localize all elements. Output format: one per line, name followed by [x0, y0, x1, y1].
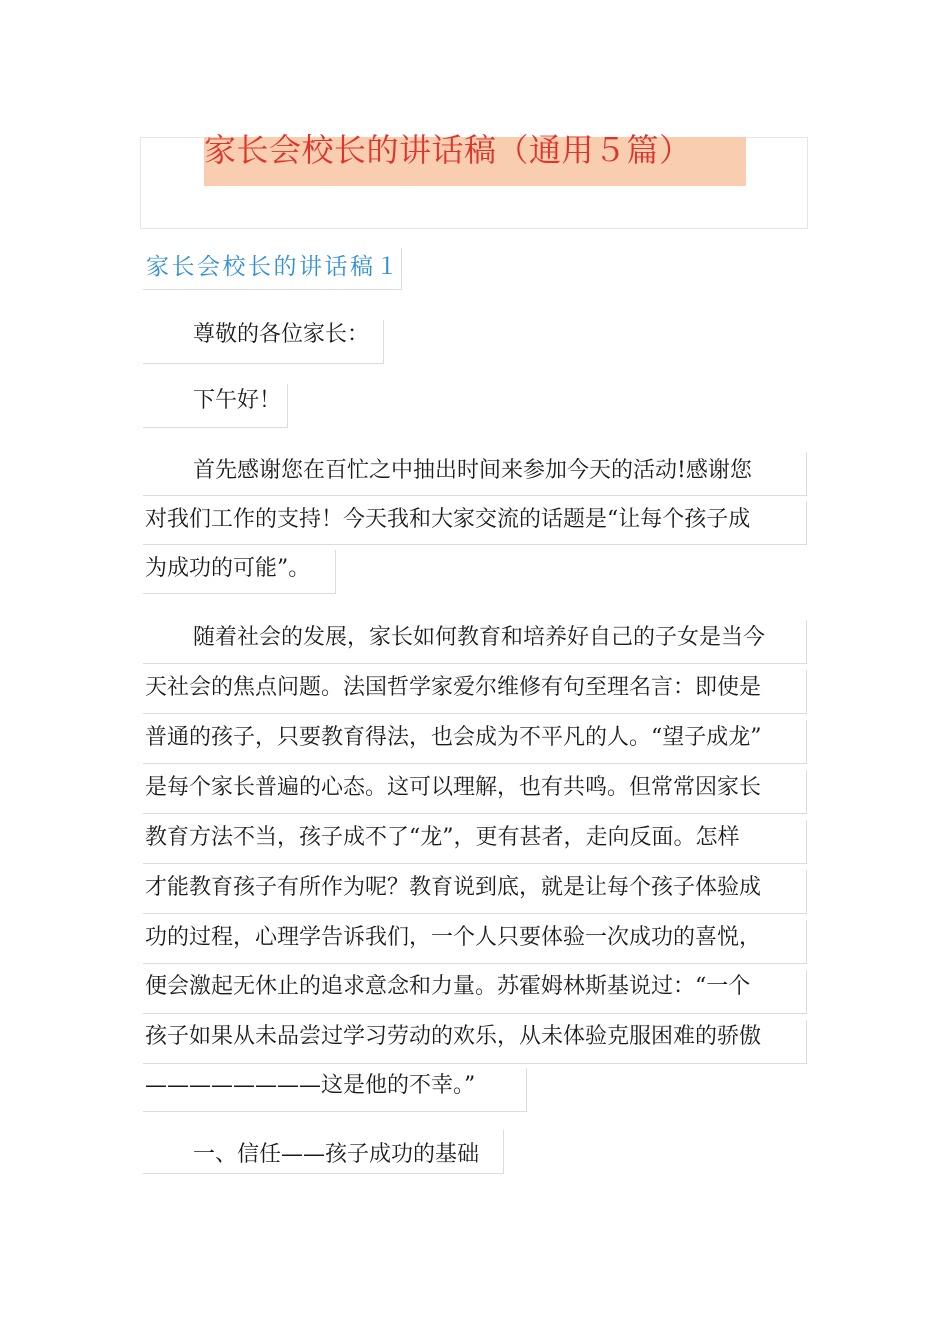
paragraph-line: 随着社会的发展，家长如何教育和培养好自己的子女是当今 — [193, 625, 766, 650]
paragraph-line: 才能教育孩子有所作为呢？教育说到底，就是让每个孩子体验成 — [145, 875, 762, 900]
section-heading: 家长会校长的讲话稿１ — [146, 254, 401, 280]
paragraph-line: 普通的孩子，只要教育得法，也会成为不平凡的人。“望子成龙” — [145, 725, 762, 750]
paragraph-line: ————————这是他的不幸。” — [145, 1073, 476, 1098]
paragraph-line: 是每个家长普遍的心态。这可以理解，也有共鸣。但常常因家长 — [145, 775, 762, 800]
greeting: 下午好！ — [193, 388, 282, 413]
paragraph-line: 首先感谢您在百忙之中抽出时间来参加今天的活动!感谢您 — [193, 458, 752, 483]
paragraph-line: 教育方法不当，孩子成不了“龙”，更有甚者，走向反面。怎样 — [145, 825, 740, 850]
paragraph-line: 便会激起无休止的追求意念和力量。苏霍姆林斯基说过：“一个 — [145, 974, 751, 999]
paragraph-line: 功的过程，心理学告诉我们，一个人只要体验一次成功的喜悦， — [145, 925, 762, 950]
paragraph-line: 对我们工作的支持！今天我和大家交流的话题是“让每个孩子成 — [145, 507, 751, 532]
document-title: 家长会校长的讲话稿（通用５篇） — [204, 131, 692, 169]
paragraph-line: 孩子如果从未品尝过学习劳动的欢乐，从未体验克服困难的骄傲 — [145, 1024, 762, 1049]
paragraph-line: 天社会的焦点问题。法国哲学家爱尔维修有句至理名言：即使是 — [145, 675, 762, 700]
paragraph-line: 为成功的可能”。 — [145, 556, 311, 581]
salutation: 尊敬的各位家长： — [193, 322, 370, 347]
subheading: 一、信任——孩子成功的基础 — [193, 1142, 480, 1167]
